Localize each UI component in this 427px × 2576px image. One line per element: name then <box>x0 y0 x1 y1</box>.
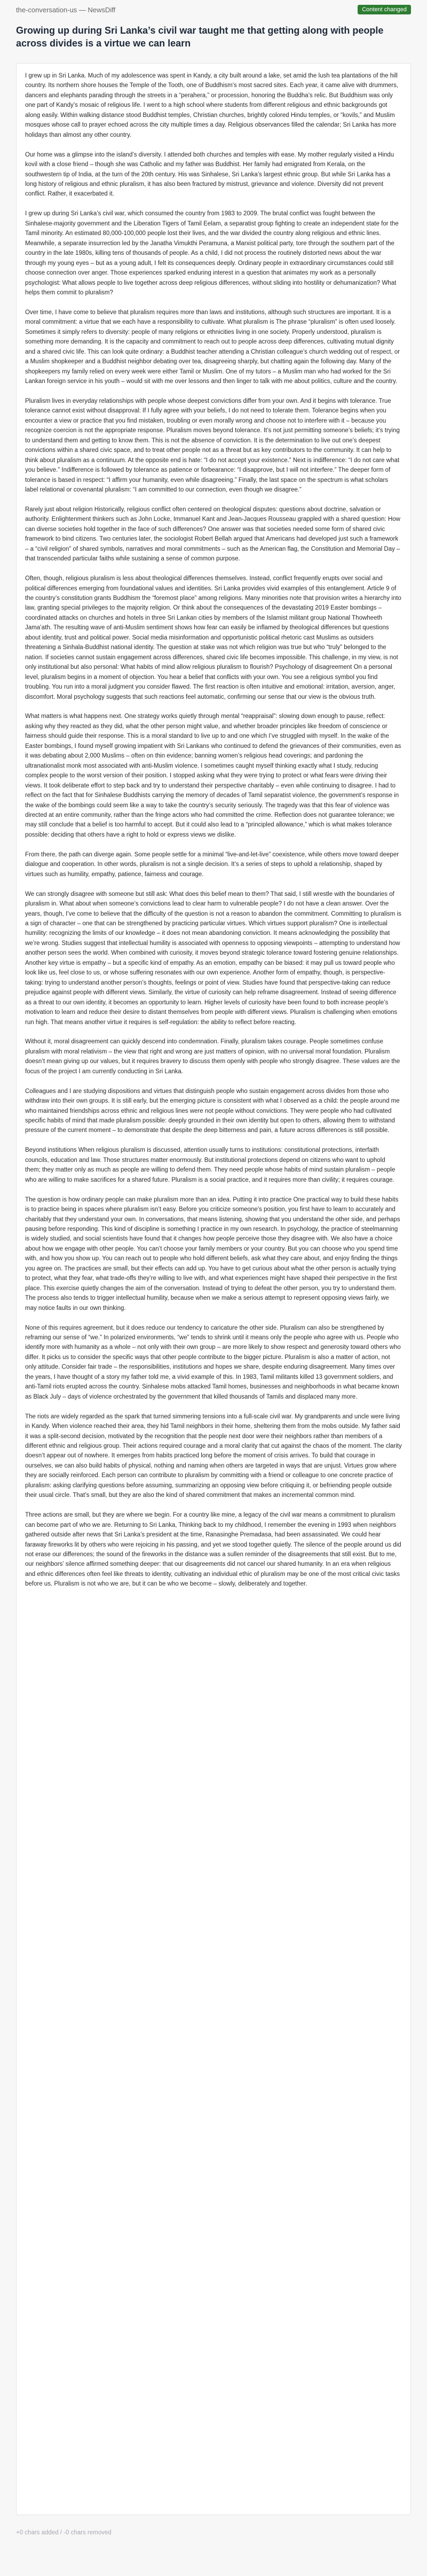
breadcrumb[interactable]: the-conversation-us — NewsDiff <box>16 5 116 14</box>
article-body-text: I grew up in Sri Lanka. Much of my adolescence was spent in Kandy, a city built around a lake, set amid the lush tea plantations of the hill country. Its northern shore houses the Temple of the Tooth, one of Buddhism’s most sacred sites. Each year, it came alive with drummers, dancers and elephants parading through the streets in a “perahera,” or procession, honoring the Buddha’s relic. But Buddhism was only one part of Kandy’s mosaic of religious life. I went to a high school where students from different religious and ethnic backgrounds got along easily. Within walking distance stood Buddhist temples, Christian churches, brightly colored Hindu temples, or “kovils,” and Muslim mosques whose call to prayer echoed across the city multiple times a day. Religious observances filled the calendar; Sri Lanka has more holidays than almost any other country. Our home was a glimpse into the island’s diversity. I attended both churches and temples with ease. My mother regularly visited a Hindu kovil with a close friend – though she was Catholic and my father was Buddhist. Her family had emigrated from Kerala, on the southwestern tip of India, at the turn of the 20th century. His was Sinhalese, Sri Lanka’s largest ethnic group. But while Sri Lanka has a long history of religious and ethnic pluralism, it has also been fractured by mistrust, grievance and violence. Diversity did not prevent conflict. Rather, it exacerbated it. I grew up during Sri Lanka’s civil war, which consumed the country from 1983 to 2009. The brutal conflict was fought between the Sinhalese-majority government and the Liberation Tigers of Tamil Eelam, a separatist group fighting to create an independent state for the Tamil minority. An estimated 80,000-100,000 people lost their lives, and the war divided the country along religious and ethnic lines. Meanwhile, a separate insurrection led by the Janatha Vimukthi Peramuna, a Marxist political party, tore through the southern part of the country in the late 1980s, killing tens of thousands of people. As a child, I did not process the routinely distorted news about the war through my young eyes – but as a young adult, I felt its consequences deeply. Ordinary people in extraordinary circumstances could still choose connection over anger. Those experiences sparked enduring interest in a question that animates my work as a personally psychologist: What allows people to live together across deep religious differences, without sliding into hostility or dehumanization? What helps them commit to pluralism? Over time, I have come to believe that pluralism requires more than laws and institutions, although such structures are important. It is a moral commitment: a virtue that we each have a responsibility to cultivate. What pluralism is The phrase “pluralism” is often used loosely. Sometimes it simply refers to diversity: people of many religions or ethnicities living in one society. Properly understood, pluralism is something more demanding. It is the capacity and commitment to reach out to people across deep differences, cultivating mutual dignity and a shared civic life. This can look quite ordinary: a Buddhist teacher attending a Christian colleague’s church wedding out of respect, or a Muslim shopkeeper and a Buddhist neighbor debating over tea, disagreeing sharply, but chatting again the following day. Many of the shopkeepers my family relied on every week were either Tamil or Muslim. One of my tutors – a Muslim man who had worked for the Sri Lankan foreign service in his youth – would sit with me over lessons and then linger to talk with me about politics, culture and the country. Pluralism lives in everyday relationships with people whose deepest convictions differ from your own. And it begins with tolerance. True tolerance cannot exist without disapproval: If I fully agree with your beliefs, I do not need to tolerate them. Tolerance begins when you encounter a view or practice that you find mistaken, troubling or even morally wrong and choose not to interfere with it – because you recognize coercion is not the appropriate response. Pluralism moves beyond tolerance. It’s not just permitting someone’s beliefs; it’s trying to understand them and getting to know them. This is not the absence of conviction. It is the determination to live out one’s deepest convictions within a shared civic space, and to treat other people not as a threat but as key contributors to the community. It can help to think about pluralism as a continuum. At the opposite end is hate: “I do not accept your existence.” Next is indifference: “I do not care what you believe.” Indifference is followed by tolerance as patience or forbearance: “I disapprove, but I will not interfere.” The deeper form of tolerance is based in respect: “I affirm your humanity, even while disagreeing.” Finally, the last space on the spectrum is what scholars label relational or covenantal pluralism: “I am committed to our connection, even though we disagree.” Rarely just about religion Historically, religious conflict often centered on theological disputes: questions about doctrine, salvation or authority. Enlightenment thinkers such as John Locke, Immanuel Kant and Jean-Jacques Rousseau grappled with a shared question: How can diverse societies hold together in the face of such differences? One answer was that societies needed some form of shared civic framework to bind citizens. Two centuries later, the sociologist Robert Bellah argued that Americans had developed just such a framework – a “civil religion” of shared symbols, narratives and moral commitments – such as the American flag, the Constitution and Memorial Day – that transcended particular faiths while sustaining a sense of common purpose. Often, though, religious pluralism is less about theological differences themselves. Instead, conflict frequently erupts over social and political differences emerging from foundational values and identities. Sri Lanka provides vivid examples of this entanglement. Article 9 of the country’s constitution grants Buddhism the “foremost place” among religions. Many minorities note that provision writes a hierarchy into law, granting special privileges to the majority religion. Or think about the consequences of the devastating 2019 Easter bombings – coordinated attacks on churches and hotels in three Sri Lankan cities by members of the Islamist militant group National Thowheeth Jama’ath. The resulting wave of anti-Muslim sentiment shows how fear can easily be inflamed by theological differences but questions about identity, trust and political power. Social media misinformation and opportunistic political rhetoric cast Muslims as outsiders threatening a Sinhala-Buddhist national identity. The question at stake was not which religion was true but who “truly” belonged to the nation. If societies cannot sustain engagement across differences, shared civic life becomes impossible. This challenge, in my view, is not only institutional but also personal: What habits of mind allow religious pluralism to flourish? Psychology of disagreement On a personal level, pluralism begins in a moment of objection. You hear a belief that conflicts with your own. You see a religious symbol you find troubling. You run into a moral judgment you consider flawed. The first reaction is often intuitive and emotional: irritation, aversion, anger, discomfort. Moral psychology suggests that such reactions feel automatic, confirming our sense that our view is the obvious truth. What matters is what happens next. One strategy works quietly through mental “reappraisal”: slowing down enough to pause, reflect: asking why they reacted as they did, what the other person might value, and whether broader principles like freedom of conscience or fairness should guide their response. This is a moral standard to live up to and one which I’ve struggled with myself. In the wake of the Easter bombings, I found myself growing impatient with Sri Lankans who continued to defend the grievances of their communities, even as it was debating about 2,000 Muslims – often on thin evidence; banning women’s religious head coverings; and pardoning the ultranationalist monk most associated with anti-Muslim violence. I sometimes caught myself thinking exactly what I study, reducing complex people to the worst version of their position. I stopped asking what they were trying to protect or what fears were driving their views. It took deliberate effort to step back and try to understand their perspective charitably – even while continuing to disagree. I had to reflect on the fact that for Sinhalese Buddhists carrying the memory of decades of Tamil separatist violence, the government’s response in the wake of the bombings could seem like a way to take the country’s security seriously. The tragedy was that this fear of violence was directed at an entire community, rather than the fringe actors who had committed the crime. Reflection does not guarantee tolerance; we may still conclude that a belief is too harmful to accept. But it could also lead to a “principled allowance,” which is what makes tolerance possible: deciding that others have a right to hold or express views we dislike. From there, the path can diverge again. Some people settle for a minimal “live-and-let-live” coexistence, while others move toward deeper dialogue and cooperation. In other words, pluralism is not a single decision. It’s a series of steps to uphold a relationship, shaped by virtues such as humility, empathy, patience, fairness and courage. We can strongly disagree with someone but still ask: What does this belief mean to them? That said, I still wrestle with the boundaries of pluralism in. What about when someone’s convictions lead to clear harm to vulnerable people? I do not have a clean answer. Over the years, though, I’ve come to believe that the difficulty of the question is not a reason to abandon the commitment. Committing to pluralism is a sign of character – one that can be strengthened by practicing particular virtues. Which virtues support pluralism? One is intellectual humility: recognizing the limits of our knowledge – it does not mean abandoning conviction. It means acknowledging the possibility that we’re wrong. Studies suggest that intellectual humility is associated with openness to opposing viewpoints – attempting to understand how another person sees the world. When combined with curiosity, it moves beyond strategic tolerance toward fostering genuine relationships. Another key virtue is empathy – but a specific kind of empathy. As an emotion, empathy can be biased: it may pull us toward people who look like us, feel close to us, or whose suffering resonates with our own experience. Another form of empathy, though, is perspective-taking: trying to understand another person’s thoughts, feelings or point of view. Studies have found that perspective-taking can reduce prejudice against people with different views. Similarly, the virtue of curiosity can help reframe disagreement. Instead of seeing difference as a threat to our own identity, it becomes an opportunity to learn. Higher levels of curiosity have been found to both increase people’s motivation to learn and reduce their desire to distant themselves from people with different views. Pluralism is challenging when emotions run high. That means another virtue it requires is self-regulation: the ability to reflect before reacting. Without it, moral disagreement can quickly descend into condemnation. Finally, pluralism takes courage. People sometimes confuse pluralism with moral relativism – the view that right and wrong are just matters of opinion, with no universal moral foundation. Pluralism doesn’t mean giving up our values, but it requires bravery to discuss them openly with people who strongly disagree. These values are the focus of the project I am currently conducting in Sri Lanka. Colleagues and I are studying dispositions and virtues that distinguish people who sustain engagement across divides from those who withdraw into their own groups. It is still early, but the emerging picture is consistent with what I observed as a child: the people around me who maintained friendships across ethnic and religious lines were not people without convictions. They were people who had cultivated specific habits of mind that made pluralism possible: deeply grounded in their own identity but open to others, allowing them to withstand pressure of the current moment – to demonstrate that despite the deep bitterness and pain, a future across differences is still possible. Beyond institutions When religious pluralism is discussed, attention usually turns to institutions: constitutional protections, interfaith councils, education and law. Those structures matter enormously. But institutional protections depend on citizens who want to uphold them; they matter only as much as people are willing to defend them. They need people whose habits of mind sustain pluralism – people who are willing to make sacrifices for a shared future. Pluralism is a social practice, and it requires more than civility; it requires courage. The question is how ordinary people can make pluralism more than an idea. Putting it into practice One practical way to build these habits is to practice being in spaces where pluralism isn’t easy. Before you criticize someone’s position, you first have to learn to accurately and charitably that they understand your own. In conversations, that means listening, showing that you understand the other side, and perhaps pausing before responding. This kind of discipline is something I practice in my own research. In psychology, the practice of steelmanning is widely studied, and social scientists have found that it changes how people perceive those they disagree with. We also have a choice about how we engage with other people. You can’t choose your family members or your country. But you can choose who you spend time with, and how you show up. You can reach out to people who hold different beliefs, ask what they care about, and enjoy finding the things you agree on. The practices are small, but their effects can add up. You have to get curious about what the other person is actually trying to protect, what they fear, what trade-offs they’re willing to live with, and what experiences might have shaped their perspective in the first place. This exercise quietly changes the aim of the conversation. Instead of trying to defeat the other person, you try to understand them. The process also tends to trigger intellectual humility, because when we make a serious attempt to represent opposing views fairly, we may notice faults in our own thinking. None of this requires agreement, but it does reduce our tendency to caricature the other side. Pluralism can also be strengthened by reframing our sense of “we.” In polarized environments, “we” tends to shrink until it means only the people who agree with us. People who identify more with humanity as a whole – not only with their own group – are more likely to show respect and generosity toward others who differ. It picks us to consider the specific ways that other people contribute to the bigger picture. Pluralism is also a matter of action, not only attitude. Consider fair trade – the responsibilities, institutions and hopes we share, despite enduring disagreement. Many times over the years, I have thought of a story my father told me, a vivid example of this. In 1983, Tamil militants killed 13 government soldiers, and anti-Tamil riots erupted across the country. Sinhalese mobs attacked Tamil homes, businesses and neighborhoods in what became known as Black July – days of violence orchestrated by the government that killed thousands of Tamils and displaced many more. The riots are widely regarded as the spark that turned simmering tensions into a full-scale civil war. My grandparents and uncle were living in Kandy. When violence reached their area, they hid Tamil neighbors in their home, sheltering them from the mobs outside. My father said it was a split-second decision, motivated by the recognition that the people next door were their neighbors rather than members of a different ethnic and religious group. Their actions required courage and a moral clarity that cut against the chaos of the moment. The clarity doesn’t appear out of nowhere. It emerges from habits practiced long before the moment of crisis arrives. To build that courage in ourselves, we can also build habits of physical, nothing and naming when others are targeted in ways that are unjust. Virtues grow where they are socially reinforced. Each person can contribute to pluralism by committing with a friend or colleague to one concrete practice of pluralism: asking clarifying questions before assuming, summarizing an opposing view before critiquing it, or befriending people outside their usual circle. That’s small, but they are also the kind of shared commitment that makes an incremental common mind. Three actions are small, but they are where we begin. For a country like mine, a legacy of the civil war means a commitment to pluralism can become part of who we are. Returning to Sri Lanka, Thinking back to my childhood, I remember the evening in 1993 when neighbors gathered outside after news that Sri Lanka’s president at the time, Ranasinghe Premadasa, had been assassinated. We could hear faraway fireworks lit by others who were rejoicing in his passing, and yet we stood together quietly. The silence of the people around us did not erase our differences; the sound of the fireworks in the distance was a sullen reminder of the disagreements that still exist. But to me, our neighbors’ silence affirmed something deeper: that our disagreements did not cancel our shared humanity. In an era when religious and ethnic differences often feel like threats to identity, cultivating an individual ethic of pluralism may be one of the most critical civic tasks before us. Pluralism is not who we are, but it can be who we become – slowly, deliberately and together. <box>25 73 402 1588</box>
status-badge: Content changed <box>358 5 411 14</box>
article-body-box <box>16 63 411 2515</box>
page-title: Growing up during Sri Lanka’s civil war taught me that getting along with people across divides is a virtue we can learn <box>16 25 384 49</box>
diff-stats: +0 chars added / -0 chars removed <box>16 2530 112 2536</box>
top-bar <box>0 0 427 19</box>
